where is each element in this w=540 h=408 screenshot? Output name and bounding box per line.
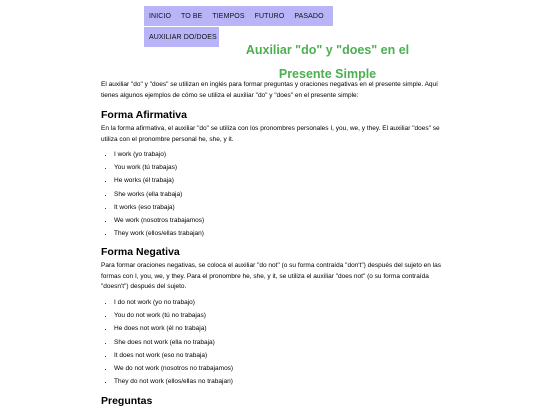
list-item: • I work (yo trabajo) bbox=[114, 148, 441, 161]
nav-item-inicio[interactable]: INICIO bbox=[149, 12, 171, 20]
page-title bbox=[190, 38, 465, 86]
section-heading: Forma Negativa bbox=[101, 246, 180, 259]
list-item: • They work (ellos/ellas trabajan) bbox=[114, 227, 441, 240]
list-item: • They do not work (ellos/ellas no trabajan) bbox=[114, 375, 441, 388]
example-list bbox=[101, 296, 441, 388]
nav-item-futuro[interactable]: FUTURO bbox=[254, 12, 285, 20]
list-item: • It works (eso trabaja) bbox=[114, 201, 441, 214]
nav-item-pasado[interactable]: PASADO bbox=[294, 12, 324, 20]
nav-item-auxiliar[interactable]: AUXILIAR DO/DOES bbox=[149, 33, 217, 41]
list-item: • She does not work (ella no trabaja) bbox=[114, 336, 441, 349]
page-title-line2: Presente Simple bbox=[278, 67, 377, 81]
list-item: • It does not work (eso no trabaja) bbox=[114, 349, 441, 362]
nav-item-to-be[interactable]: TO BE bbox=[181, 12, 203, 20]
list-item: • He does not work (él no trabaja) bbox=[114, 322, 441, 335]
main-content bbox=[101, 80, 441, 408]
top-nav bbox=[144, 6, 333, 26]
section-negativa bbox=[101, 245, 441, 388]
section-afirmativa bbox=[101, 108, 441, 240]
intro-paragraph: El auxiliar "do" y "does" se utilizan en inglés para formar preguntas y oraciones negativas en el presente simple. Aquí tienes algunos ejemplos de cómo se utiliza el auxiliar "do" y "does" en el presente simple: bbox=[101, 81, 438, 99]
nav-item-tiempos[interactable]: TIEMPOS bbox=[212, 12, 245, 20]
section-text: En la forma afirmativa, el auxiliar "do" se utiliza con los pronombres personales I, you, we, y they. El auxiliar "does" se utiliza con el pronombre personal he, she, y it. bbox=[101, 125, 440, 143]
list-item: • She works (ella trabaja) bbox=[114, 188, 441, 201]
section-text: Para formar oraciones negativas, se coloca el auxiliar "do not" (o su forma contraída "don't") después del sujeto en las formas con I, you, we, y they. Para el pronombre he, she, y it, se utiliza el auxiliar "does not" (o su forma contraída "doesn't") después del sujeto. bbox=[101, 262, 441, 291]
section-preguntas bbox=[101, 394, 441, 408]
list-item: • He works (él trabaja) bbox=[114, 174, 441, 187]
list-item: • You do not work (tú no trabajas) bbox=[114, 309, 441, 322]
list-item: • I do not work (yo no trabajo) bbox=[114, 296, 441, 309]
section-heading: Preguntas bbox=[101, 395, 153, 408]
list-item: • You work (tú trabajas) bbox=[114, 161, 441, 174]
list-item: • We work (nosotros trabajamos) bbox=[114, 214, 441, 227]
list-item: • We do not work (nosotros no trabajamos) bbox=[114, 362, 441, 375]
section-heading: Forma Afirmativa bbox=[101, 109, 187, 121]
example-list bbox=[101, 148, 441, 240]
page-title-line1: Auxiliar "do" y "does" en el bbox=[245, 43, 410, 57]
